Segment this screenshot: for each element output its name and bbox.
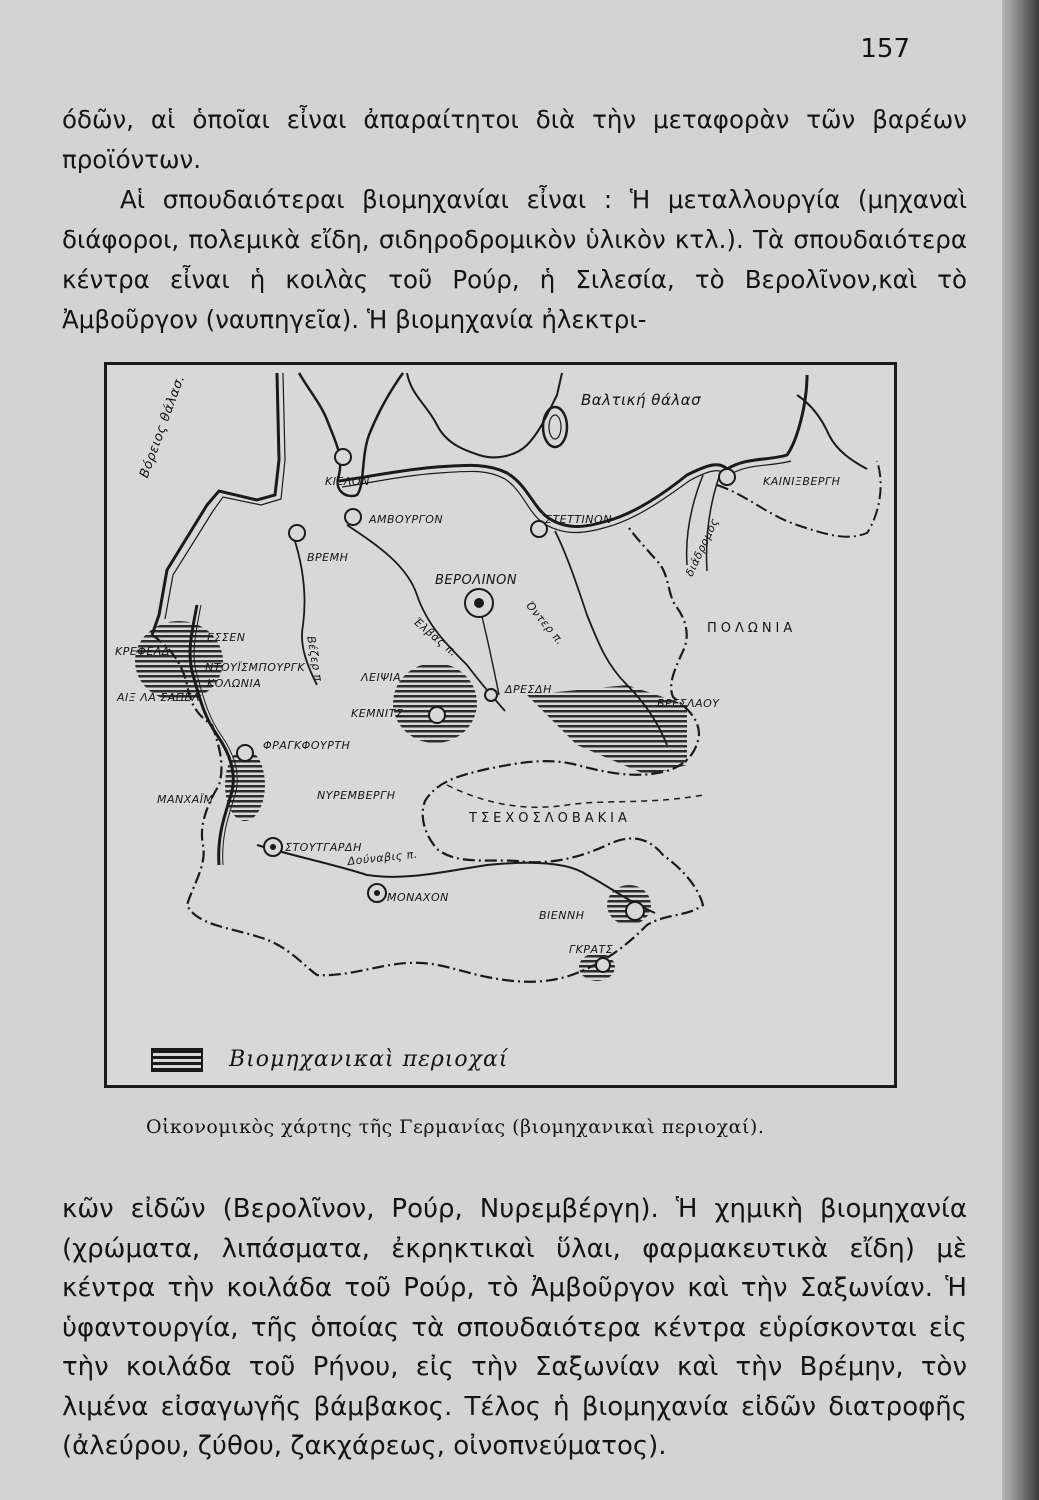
paragraph-3: κῶν εἰδῶν (Βερολῖνον, Ρούρ, Νυρεμβέργη). Ἡ χημικὴ βιομηχανία (χρώματα, λιπάσματα, ἐκρηκτικαὶ ὕλαι, φαρμακευτικὰ εἴδη) μὲ κέντρα τὴν κοιλάδα τοῦ Ρούρ, τὸ Ἀμβοῦργον καὶ τὴν Σαξωνίαν. Ἡ ὑφαντουργία, τῆς ὁποίας τὰ σπουδαιότερα κέντρα εὑρίσκονται εἰς τὴν κοιλάδα τοῦ Ρήνου, εἰς τὴν Σαξωνίαν καὶ τὴν Βρέμην, τὸν λιμένα εἰσαγωγῆς βάμβακος. Τέλος ἡ βιομηχανία εἰδῶν διατροφῆς (ἀλεύρου, ζύθου, ζακχάρεως, οἰνοπνεύματος). xyxy=(62,1194,967,1461)
map-label-graz: ΓΚΡΑΤΣ xyxy=(569,943,614,956)
map-label-bremen: ΒΡΕΜΗ xyxy=(307,551,349,564)
map-label-mannheim: ΜΑΝΧΑΪΜ xyxy=(157,793,214,806)
map-label-frankfurt: ΦΡΑΓΚΦΟΥΡΤΗ xyxy=(263,739,351,752)
map-label-hamburg: ΑΜΒΟΥΡΓΟΝ xyxy=(369,513,444,526)
book-spine-shadow xyxy=(1002,0,1039,1500)
map-caption: Οἰκονομικὸς χάρτης τῆς Γερμανίας (βιομηχανικαὶ περιοχαί). xyxy=(146,1116,765,1138)
map-label-konigsberg: ΚΑΙΝΙΞΒΕΡΓΗ xyxy=(763,475,841,488)
map-label-essen: ΕΣΣΕΝ xyxy=(207,631,246,644)
legend-label: Βιομηχανικαὶ περιοχαί xyxy=(229,1047,509,1072)
map-label-dresden: ΔΡΕΣΔΗ xyxy=(505,683,552,696)
page-number: 157 xyxy=(860,34,910,64)
map-label-baltic-sea: Βαλτική θάλασ xyxy=(581,391,702,409)
map-label-nuremberg: ΝΥΡΕΜΒΕΡΓΗ xyxy=(317,789,396,802)
legend-hatch-swatch xyxy=(151,1048,203,1072)
map-legend xyxy=(151,1047,509,1072)
paragraph-2: Αἱ σπουδαιότεραι βιομηχανίαι εἶναι : Ἡ μεταλλουργία (μηχαναὶ διάφοροι, πολεμικὰ εἴδη, σιδηροδρομικὸν ὑλικὸν κτλ.). Τὰ σπουδαιότερα κέντρα εἶναι ἡ κοιλὰς τοῦ Ρούρ, ἡ Σιλεσία, τὸ Βερολῖνον,καὶ τὸ Ἀμβοῦργον (ναυπηγεῖα). Ἡ βιομηχανία ἠλεκτρι- xyxy=(62,185,967,334)
map-label-corridor: διάδρομος xyxy=(683,516,722,579)
paragraph-1: όδῶν, αἱ ὁποῖαι εἶναι ἀπαραίτητοι διὰ τὴν μεταφορὰν τῶν βαρέων προϊόντων. xyxy=(62,105,967,174)
map-label-breslau: ΒΡΕΣΛΑΟΥ xyxy=(657,697,720,710)
map-label-kiel: ΚΙΕΛΟΝ xyxy=(325,475,370,488)
map-label-czechoslovakia: ΤΣΕΧΟΣΛΟΒΑΚΙΑ xyxy=(469,811,631,826)
map-label-krefeld: ΚΡΕΦΕΛΔ xyxy=(115,645,170,658)
map-label-vienna: ΒΙΕΝΝΗ xyxy=(539,909,585,922)
map-label-north-sea: Βόρειος θάλασ. xyxy=(137,373,189,481)
map-label-aachen: ΑΙΞ ΛΑ ΣΑΠΕΛ xyxy=(117,691,200,704)
map-label-leipzig: ΛΕΙΨΙΑ xyxy=(361,671,402,684)
map-label-cologne: ΚΟΛΩΝΙΑ xyxy=(207,677,262,690)
map-label-poland: ΠΟΛΩΝΙΑ xyxy=(707,621,797,636)
economic-map-germany xyxy=(104,362,897,1088)
map-label-stuttgart: ΣΤΟΥΤΓΑΡΔΗ xyxy=(285,841,362,854)
map-label-stettin: ΣΤΕΤΤΙΝΟΝ xyxy=(545,513,612,526)
map-label-munich: ΜΟΝΑΧΟΝ xyxy=(387,891,449,904)
map-label-berlin: ΒΕΡΟΛΙΝΟΝ xyxy=(435,573,518,588)
map-label-duisburg: ΝΤΟΥΪΣΜΠΟΥΡΓΚ xyxy=(205,661,306,674)
map-label-elbe: Έλβας π. xyxy=(410,615,460,660)
map-label-oder: Όντερ π. xyxy=(523,599,567,648)
map-label-danube: Δούναβις π. xyxy=(347,847,419,868)
map-label-weser: Βέζερ π. xyxy=(304,635,326,687)
map-label-chemnitz: ΚΕΜΝΙΤΣ xyxy=(351,707,404,720)
map-drawing xyxy=(107,365,894,1085)
